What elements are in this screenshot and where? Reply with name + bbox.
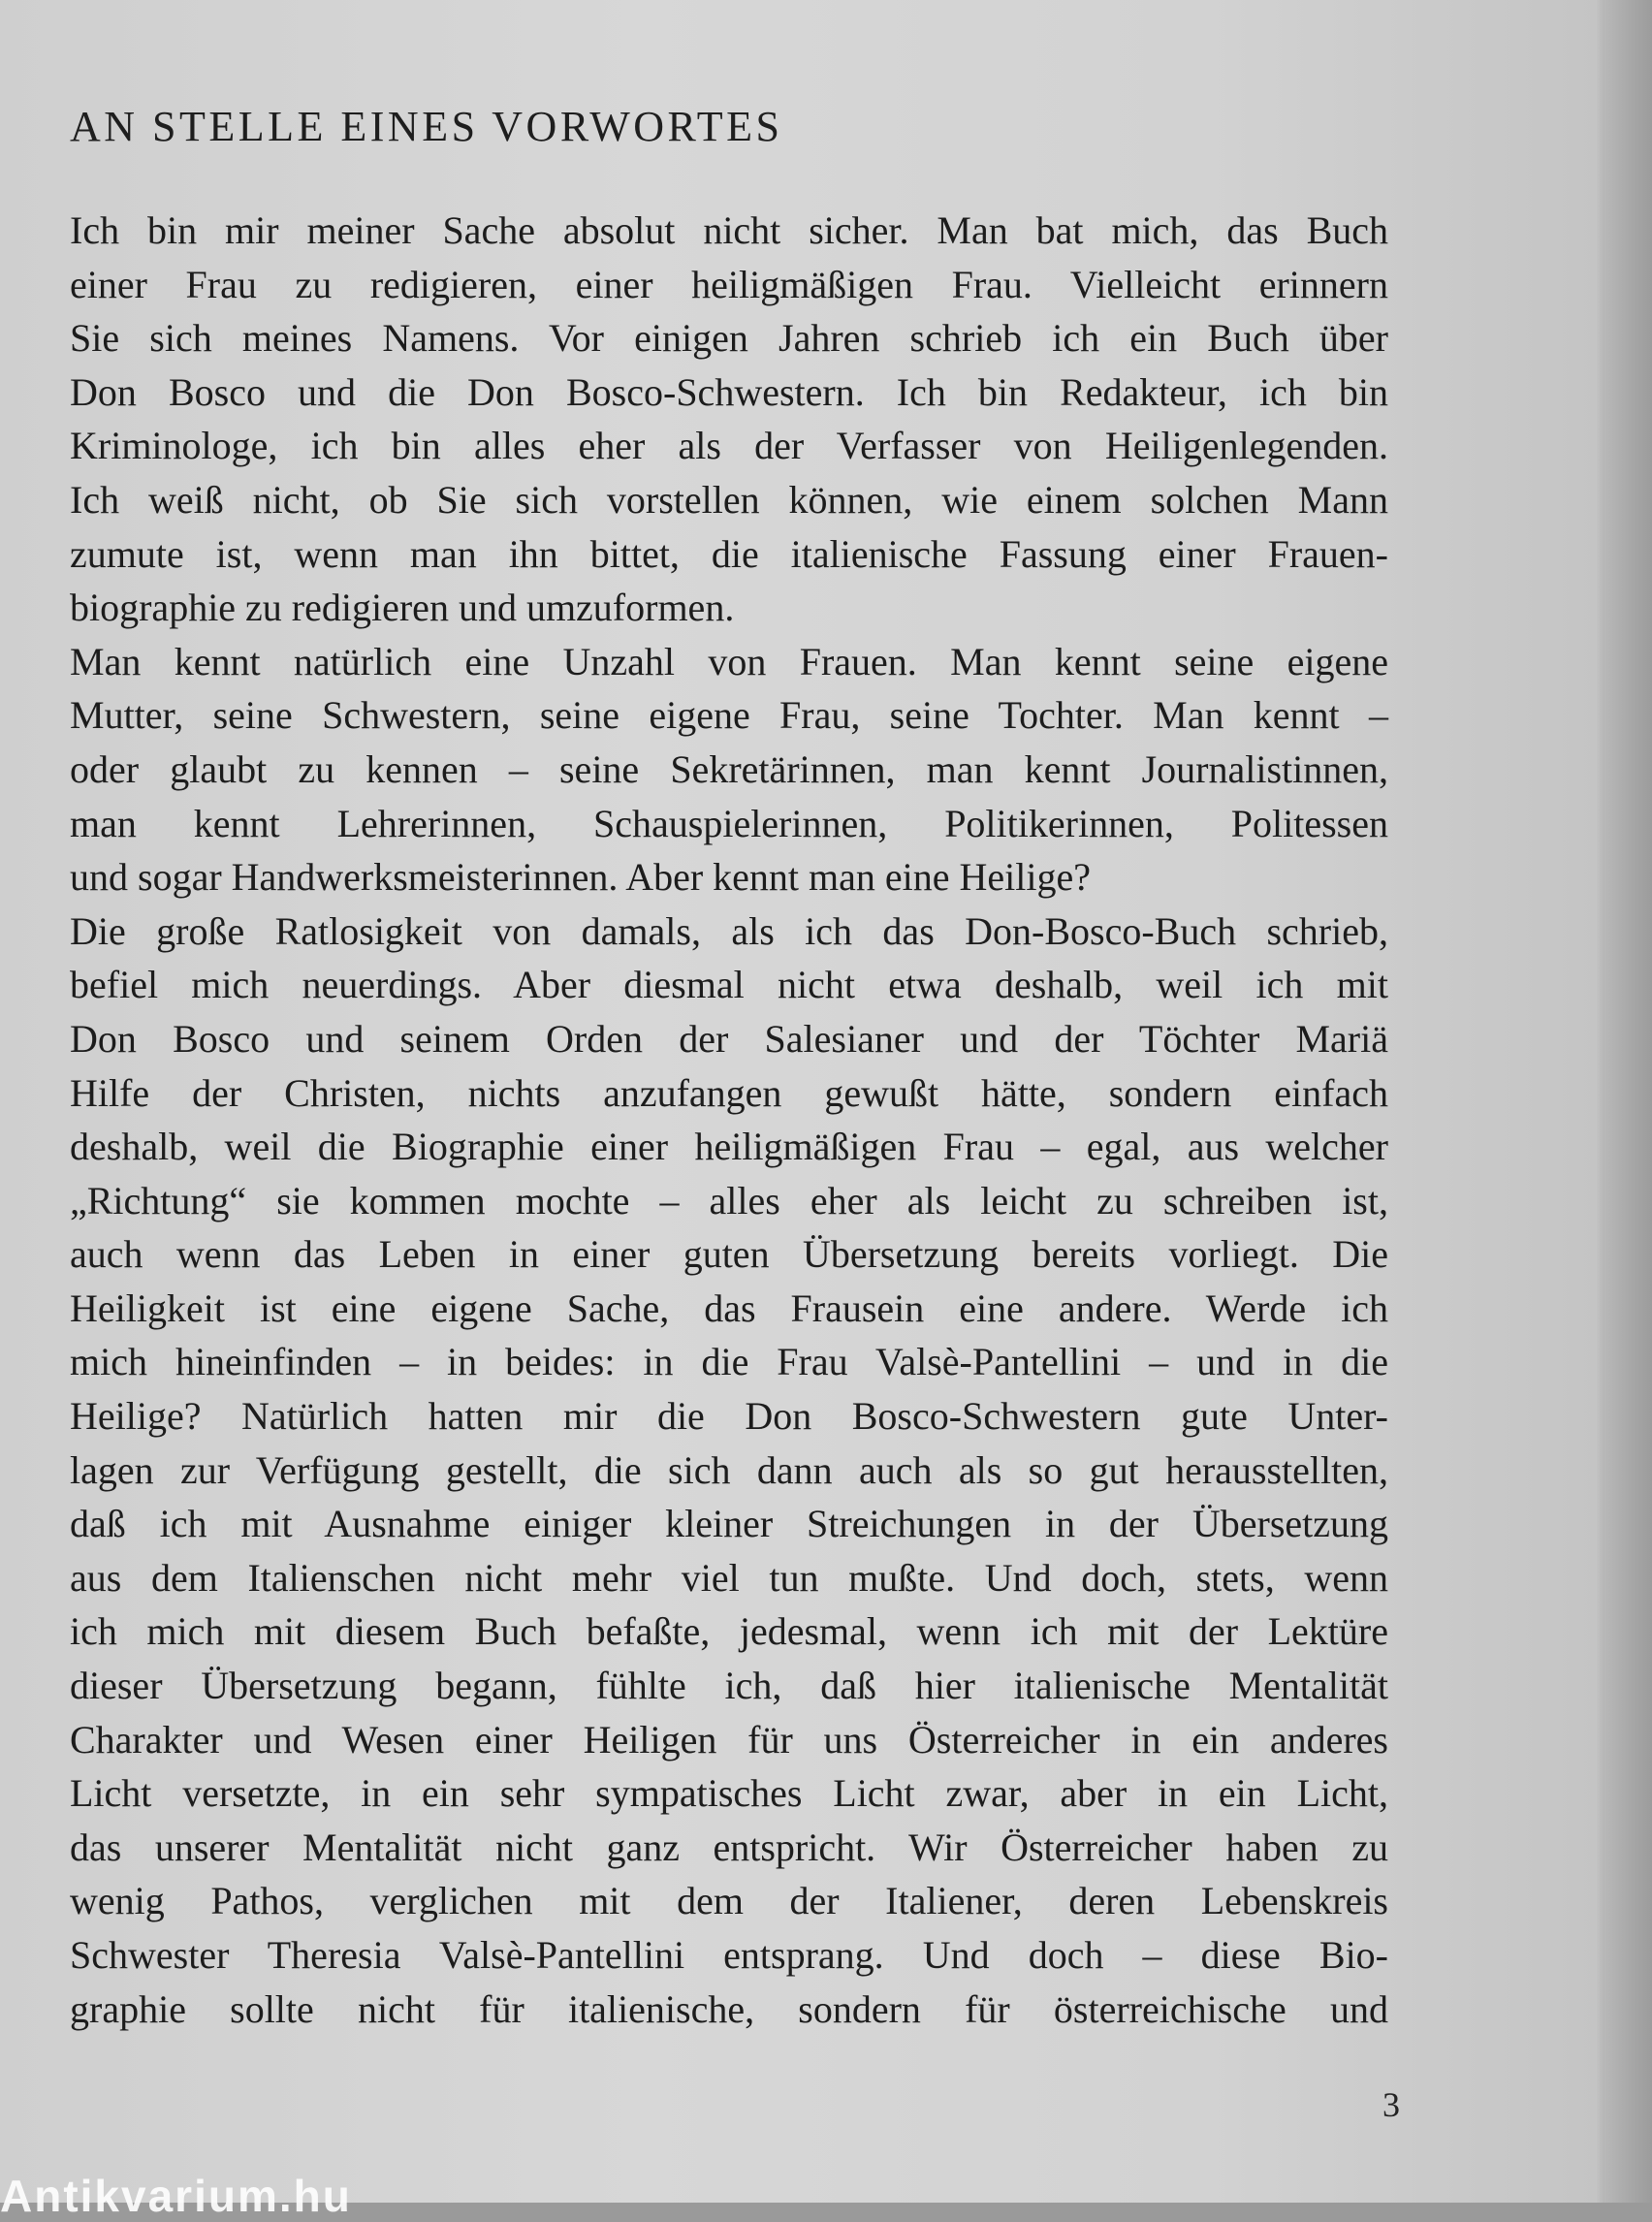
text-line: graphie sollte nicht für italienische, sondern für österreichische und bbox=[70, 1986, 1388, 2031]
text-line: Mutter, seine Schwestern, seine eigene Frau, seine Tochter. Man kennt – bbox=[70, 693, 1388, 738]
chapter-heading: AN STELLE EINES VORWORTES bbox=[70, 103, 783, 150]
text-line: Don Bosco und die Don Bosco-Schwestern. Ich bin Redakteur, ich bin bbox=[70, 369, 1388, 414]
text-line: biographie zu redigieren und umzuformen. bbox=[70, 586, 735, 630]
text-line: und sogar Handwerksmeisterinnen. Aber kennt man eine Heilige? bbox=[70, 855, 1092, 900]
text-line: wenig Pathos, verglichen mit dem der Italiener, deren Lebenskreis bbox=[70, 1879, 1388, 1923]
body-text bbox=[70, 204, 1388, 2036]
text-line: das unserer Mentalität nicht ganz entspricht. Wir Österreicher haben zu bbox=[70, 1825, 1388, 1869]
text-line: befiel mich neuerdings. Aber diesmal nicht etwa deshalb, weil ich mit bbox=[70, 963, 1388, 1007]
text-line: daß ich mit Ausnahme einiger kleiner Streichungen in der Übersetzung bbox=[70, 1502, 1388, 1546]
text-line: Heiligkeit ist eine eigene Sache, das Frausein eine andere. Werde ich bbox=[70, 1286, 1388, 1330]
text-line: lagen zur Verfügung gestellt, die sich dann auch als so gut herausstellten, bbox=[70, 1447, 1388, 1492]
text-line: Die große Ratlosigkeit von damals, als ich das Don-Bosco-Buch schrieb, bbox=[70, 908, 1388, 953]
text-line: Don Bosco und seinem Orden der Salesianer und der Töchter Mariä bbox=[70, 1016, 1388, 1061]
text-line: Hilfe der Christen, nichts anzufangen gewußt hätte, sondern einfach bbox=[70, 1070, 1388, 1115]
text-line: Ich bin mir meiner Sache absolut nicht sicher. Man bat mich, das Buch bbox=[70, 208, 1388, 252]
page-number: 3 bbox=[1382, 2085, 1400, 2124]
text-line: dieser Übersetzung begann, fühlte ich, daß hier italienische Mentalität bbox=[70, 1664, 1388, 1708]
text-line: man kennt Lehrerinnen, Schauspielerinnen, Politikerinnen, Politessen bbox=[70, 801, 1388, 845]
text-line: ich mich mit diesem Buch befaßte, jedesmal, wenn ich mit der Lektüre bbox=[70, 1609, 1388, 1654]
text-line: Heilige? Natürlich hatten mir die Don Bosco-Schwestern gute Unter- bbox=[70, 1394, 1388, 1439]
text-line: Kriminologe, ich bin alles eher als der Verfasser von Heiligenlegenden. bbox=[70, 424, 1388, 468]
text-line: Schwester Theresia Valsè-Pantellini entsprang. Und doch – diese Bio- bbox=[70, 1933, 1388, 1977]
text-line: „Richtung“ sie kommen mochte – alles eher als leicht zu schreiben ist, bbox=[70, 1178, 1388, 1222]
watermark: Antikvarium.hu bbox=[0, 2171, 352, 2221]
text-line: Ich weiß nicht, ob Sie sich vorstellen können, wie einem solchen Mann bbox=[70, 477, 1388, 522]
text-line: zumute ist, wenn man ihn bittet, die italienische Fassung einer Frauen- bbox=[70, 531, 1388, 576]
next-page-edge bbox=[1604, 0, 1652, 2203]
text-line: aus dem Italienschen nicht mehr viel tun mußte. Und doch, stets, wenn bbox=[70, 1555, 1388, 1600]
text-line: Charakter und Wesen einer Heiligen für uns Österreicher in ein anderes bbox=[70, 1717, 1388, 1762]
text-line: auch wenn das Leben in einer guten Übersetzung bereits vorliegt. Die bbox=[70, 1232, 1388, 1277]
text-line: Man kennt natürlich eine Unzahl von Frauen. Man kennt seine eigene bbox=[70, 639, 1388, 683]
text-line: oder glaubt zu kennen – seine Sekretärinnen, man kennt Journalistinnen, bbox=[70, 746, 1388, 791]
text-line: deshalb, weil die Biographie einer heiligmäßigen Frau – egal, aus welcher bbox=[70, 1125, 1388, 1169]
text-line: einer Frau zu redigieren, einer heiligmäßigen Frau. Vielleicht erinnern bbox=[70, 262, 1388, 306]
text-line: Sie sich meines Namens. Vor einigen Jahren schrieb ich ein Buch über bbox=[70, 316, 1388, 361]
text-line: mich hineinfinden – in beides: in die Frau Valsè-Pantellini – und in die bbox=[70, 1340, 1388, 1384]
text-line: Licht versetzte, in ein sehr sympatisches Licht zwar, aber in ein Licht, bbox=[70, 1771, 1388, 1816]
